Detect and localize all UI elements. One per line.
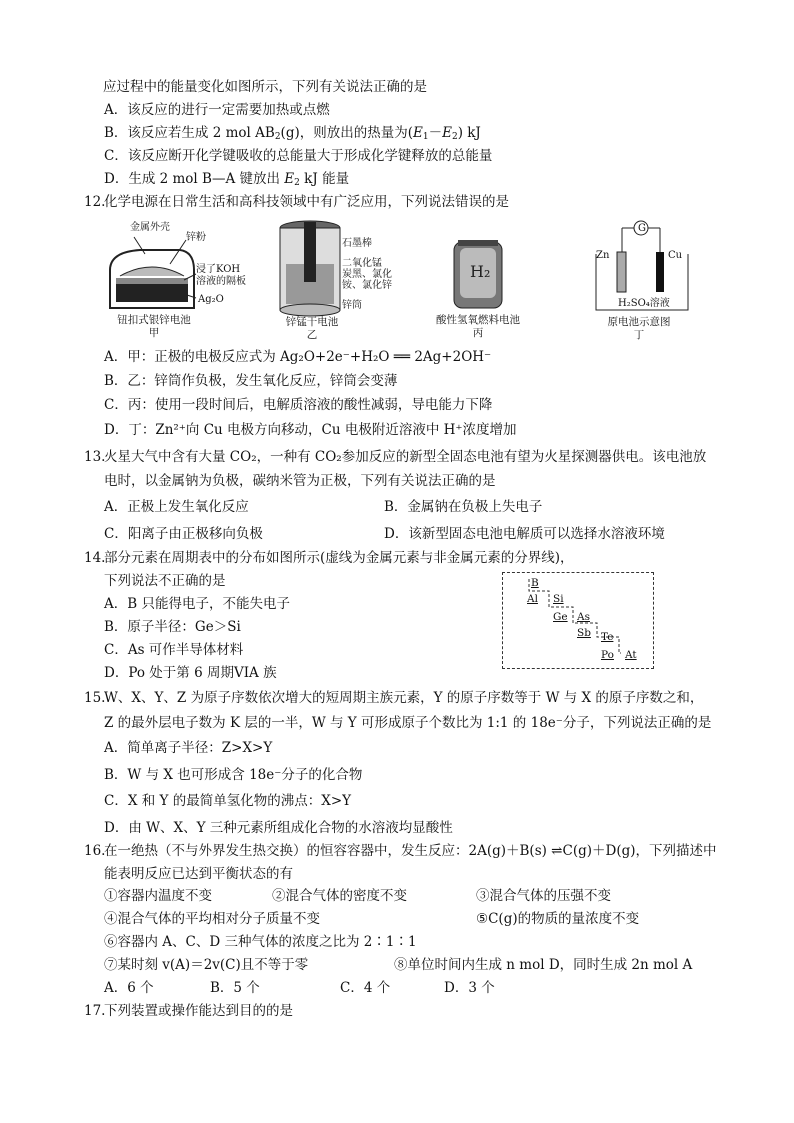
dry-cell-caption-code: 乙 bbox=[306, 329, 318, 341]
q13-number: 13. bbox=[84, 449, 106, 465]
q13-option-c: C．阳离子由正极移向负极 bbox=[104, 526, 263, 542]
fuel-cell-caption-code: 丙 bbox=[472, 327, 484, 339]
q13-stem-line1: 火星大气中含有大量 CO₂，一种有 CO₂参加反应的新型全固态电池有望为火星探测器供电。该电池放 bbox=[104, 449, 707, 465]
galvanic-caption: 原电池示意图 bbox=[607, 316, 671, 328]
q17-stem: 下列装置或操作能达到目的的是 bbox=[104, 1003, 293, 1019]
element-si: Si bbox=[553, 593, 564, 605]
button-cell-caption: 钮扣式银锌电池 bbox=[117, 314, 191, 326]
q15-option-d: D．由 W、X、Y 三种元素所组成化合物的水溶液均显酸性 bbox=[104, 820, 453, 836]
q17-number: 17. bbox=[84, 1003, 106, 1019]
dry-cell-label-chloride: 铵、氯化锌 bbox=[342, 280, 392, 291]
element-at: At bbox=[625, 649, 637, 661]
q15-stem-line2: Z 的最外层电子数为 K 层的一半，W 与 Y 可形成原子个数比为 1:1 的 18e⁻分子，下列说法正确的是 bbox=[104, 715, 712, 731]
q14-option-c: C．As 可作半导体材料 bbox=[104, 642, 244, 658]
q15-option-c: C．X 和 Y 的最简单氢化物的沸点：X>Y bbox=[104, 793, 352, 809]
q16-item-5: ⑤C(g)的物质的量浓度不变 bbox=[476, 911, 640, 927]
q14-option-d: D．Po 处于第 6 周期VIA 族 bbox=[104, 665, 277, 681]
q16-option-c: C．4 个 bbox=[340, 980, 391, 996]
element-b: B bbox=[531, 577, 539, 589]
q11-stem-tail: 应过程中的能量变化如图所示，下列有关说法正确的是 bbox=[103, 79, 427, 95]
q11-option-c: C．该反应断开化学键吸收的总能量大于形成化学键释放的总能量 bbox=[104, 148, 493, 164]
q16-option-b: B．5 个 bbox=[210, 980, 260, 996]
q16-item-8: ⑧单位时间内生成 n mol D，同时生成 2n mol A bbox=[394, 957, 693, 973]
fuel-cell-caption: 酸性氢氧燃料电池 bbox=[436, 314, 520, 326]
q16-item-2: ②混合气体的密度不变 bbox=[272, 888, 407, 904]
q12-option-b: B．乙：锌筒作负极，发生氧化反应，锌筒会变薄 bbox=[104, 373, 398, 389]
figure-galvanic-cell bbox=[584, 214, 704, 342]
q15-option-b: B．W 与 X 也可形成含 18e⁻分子的化合物 bbox=[104, 767, 363, 783]
q13-option-d: D．该新型固态电池电解质可以选择水溶液环境 bbox=[384, 526, 665, 542]
q16-option-d: D．3 个 bbox=[444, 980, 495, 996]
dry-cell-illustration bbox=[272, 218, 352, 318]
element-ge: Ge bbox=[553, 611, 568, 623]
galvanometer-label: G bbox=[638, 223, 646, 234]
q14-stem-line2: 下列说法不正确的是 bbox=[104, 573, 226, 589]
button-cell-caption-code: 甲 bbox=[148, 327, 160, 339]
galvanic-label-solution: H₂SO₄溶液 bbox=[618, 298, 670, 309]
q16-item-6: ⑥容器内 A、C、D 三种气体的浓度之比为 2∶1∶1 bbox=[104, 934, 417, 950]
button-cell-label-shell: 金属外壳 bbox=[130, 222, 170, 233]
q11-option-d: D．生成 2 mol B—A 键放出 $E_2$ kJ 能量 bbox=[104, 171, 350, 188]
q14-option-a: A．B 只能得电子，不能失电子 bbox=[104, 596, 290, 612]
q15-stem-line1: W、X、Y、Z 为原子序数依次增大的短周期主族元素，Y 的原子序数等于 W 与 X 的原子序数之和， bbox=[104, 690, 704, 706]
q11-option-a: A．该反应的进行一定需要加热或点燃 bbox=[104, 102, 330, 118]
q14-option-b: B．原子半径：Ge＞Si bbox=[104, 619, 241, 635]
q13-stem-line2: 电时，以金属钠为负极，碳纳米管为正极，下列有关说法正确的是 bbox=[104, 473, 496, 489]
button-cell-label-zinc: 锌粉 bbox=[186, 232, 206, 243]
dry-cell-label-zinc-can: 锌筒 bbox=[342, 300, 362, 311]
element-po: Po bbox=[601, 649, 614, 661]
galvanic-label-cu: Cu bbox=[668, 250, 683, 261]
galvanic-label-zn: Zn bbox=[596, 250, 610, 261]
element-al: Al bbox=[527, 593, 538, 605]
figure-button-cell bbox=[100, 222, 246, 342]
button-cell-label-separator: 溶液的隔板 bbox=[196, 276, 246, 287]
element-te: Te bbox=[601, 631, 614, 643]
q16-item-4: ④混合气体的平均相对分子质量不变 bbox=[104, 911, 320, 927]
q15-option-a: A．简单离子半径：Z>X>Y bbox=[104, 740, 273, 756]
q16-item-3: ③混合气体的压强不变 bbox=[476, 888, 611, 904]
q13-option-a: A．正极上发生氧化反应 bbox=[104, 499, 249, 515]
q14-stem-line1: 部分元素在周期表中的分布如图所示(虚线为金属元素与非金属元素的分界线)， bbox=[104, 550, 574, 566]
q12-number: 12. bbox=[84, 194, 106, 210]
periodic-table-fragment bbox=[502, 572, 654, 669]
q12-option-a: A．甲：正极的电极反应式为 Ag₂O+2e⁻+H₂O ══ 2Ag+2OH⁻ bbox=[104, 349, 492, 365]
q11-option-b: B．该反应若生成 2 mol $AB_2(g)$，则放出的热量为$(E_1-E_2)$ kJ bbox=[104, 125, 481, 142]
q16-number: 16. bbox=[84, 843, 106, 859]
q16-item-1: ①容器内温度不变 bbox=[104, 888, 212, 904]
q16-stem-line1: 在一绝热（不与外界发生热交换）的恒容容器中，发生反应：2A(g)＋B(s) ⇌C(g)＋D(g)，下列描述中 bbox=[104, 843, 717, 859]
q12-stem: 化学电源在日常生活和高科技领域中有广泛应用，下列说法错误的是 bbox=[104, 194, 509, 210]
figure-dry-cell bbox=[272, 218, 422, 342]
q15-number: 15. bbox=[84, 690, 106, 706]
element-as: As bbox=[577, 611, 590, 623]
figure-fuel-cell bbox=[428, 236, 528, 342]
q14-number: 14. bbox=[84, 550, 106, 566]
q16-option-a: A．6 个 bbox=[104, 980, 154, 996]
galvanic-caption-code: 丁 bbox=[633, 329, 645, 341]
dry-cell-label-graphite: 石墨棒 bbox=[342, 238, 372, 249]
q12-option-c: C．丙：使用一段时间后，电解质溶液的酸性减弱，导电能力下降 bbox=[104, 397, 493, 413]
element-sb: Sb bbox=[577, 627, 591, 639]
dry-cell-caption: 锌锰干电池 bbox=[285, 316, 339, 328]
fuel-cell-label-h2: H₂ bbox=[470, 262, 491, 281]
button-cell-label-ag2o: Ag₂O bbox=[198, 294, 224, 305]
q16-stem-line2: 能表明反应已达到平衡状态的有 bbox=[104, 866, 293, 882]
button-cell-label-koh: 浸了KOH bbox=[196, 264, 241, 275]
dry-cell-label-carbon: 炭黑、氯化 bbox=[342, 269, 392, 280]
dry-cell-label-mno2: 二氧化锰 bbox=[342, 258, 382, 269]
q12-option-d: D．丁：Zn²⁺向 Cu 电极方向移动，Cu 电极附近溶液中 H⁺浓度增加 bbox=[104, 422, 517, 438]
q13-option-b: B．金属钠在负极上失电子 bbox=[384, 499, 543, 515]
q16-item-7: ⑦某时刻 v(A)＝2v(C)且不等于零 bbox=[104, 957, 309, 973]
